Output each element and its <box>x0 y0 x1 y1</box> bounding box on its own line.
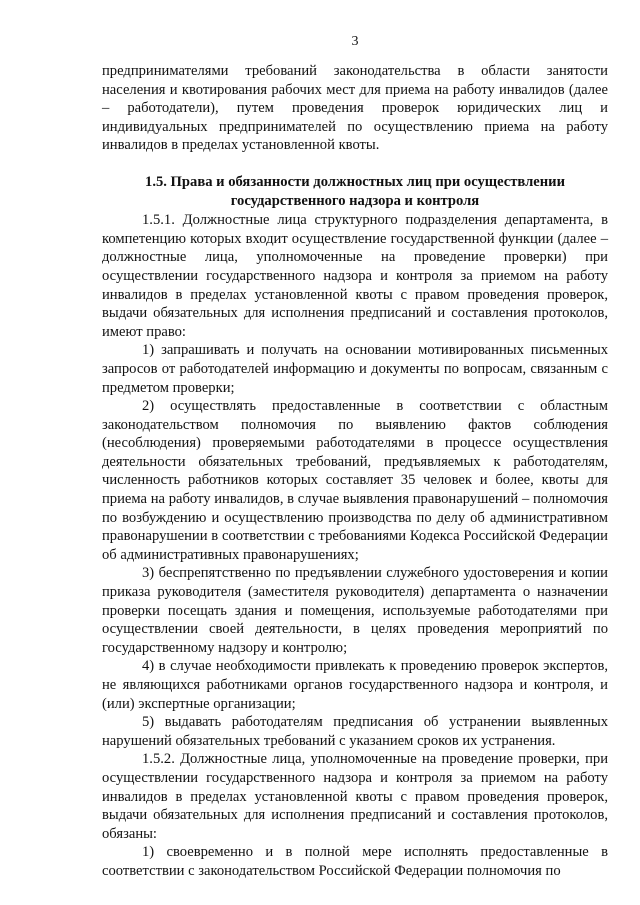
intro-paragraph: предпринимателями требований законодательства в области занятости населения и квотирования рабочих мест для приема на работу инвалидов (далее – работодатели), путем проведения проверок юридических лиц и индивидуальных предпринимателей по осуществлению приема на работу инвалидов в пределах установленной квоты. <box>102 63 608 154</box>
duties-item-1: 1) своевременно и в полной мере исполнять предоставленные в соответствии с законодательством Российской Федерации полномочия по <box>102 844 608 879</box>
rights-intro-paragraph: 1.5.1. Должностные лица структурного подразделения департамента, в компетенцию которых входит осуществление государственной функции (далее – должностные лица, уполномоченные на проведение проверки) при осуществлении государственного надзора и контроля за приемом на работу инвалидов в пределах установленной квоты с правом проведения проверок, выдачи обязательных для исполнения предписаний и составления протоколов, имеют право: <box>102 212 608 340</box>
duties-intro-paragraph: 1.5.2. Должностные лица, уполномоченные на проведение проверки, при осуществлении государственного надзора и контроля за приемом на работу инвалидов в пределах установленной квоты с правом проведения проверок, выдачи обязательных для исполнения предписаний и составления протоколов, обязаны: <box>102 751 608 842</box>
section-heading: 1.5. Права и обязанности должностных лиц при осуществлении государственного надзора и контроля <box>145 173 565 209</box>
rights-item-5: 5) выдавать работодателям предписания об устранении выявленных нарушений обязательных требований с указанием сроков их устранения. <box>102 714 608 749</box>
document-body <box>102 62 608 881</box>
rights-item-2: 2) осуществлять предоставленные в соответствии с областным законодательством полномочия по выявлению фактов соблюдения (несоблюдения) проверяемыми работодателями в процессе осуществления деятельности обязательных требований, предъявляемых к работодателям, численность работников которых составляет 35 человек и более, квоты для приема на работу инвалидов, в случае выявления правонарушений – полномочия по возбуждению и осуществлению производства по делу об административном правонарушении в соответствии с требованиями Кодекса Российской Федерации об административных правонарушениях; <box>102 398 608 563</box>
rights-item-4: 4) в случае необходимости привлекать к проведению проверок экспертов, не являющихся работниками органов государственного надзора и контроля, и (или) экспертные организации; <box>102 658 608 712</box>
page-number: 3 <box>351 34 359 49</box>
rights-item-1: 1) запрашивать и получать на основании мотивированных письменных запросов от работодателей информацию и документы по вопросам, связанным с предметом проверки; <box>102 342 608 396</box>
rights-item-3: 3) беспрепятственно по предъявлении служебного удостоверения и копии приказа руководителя (заместителя руководителя) департамента о назначении проверки посещать здания и помещения, используемые работодателями при осуществлении своей деятельности, в целях проведения мероприятий по государственному надзору и контролю; <box>102 565 608 656</box>
